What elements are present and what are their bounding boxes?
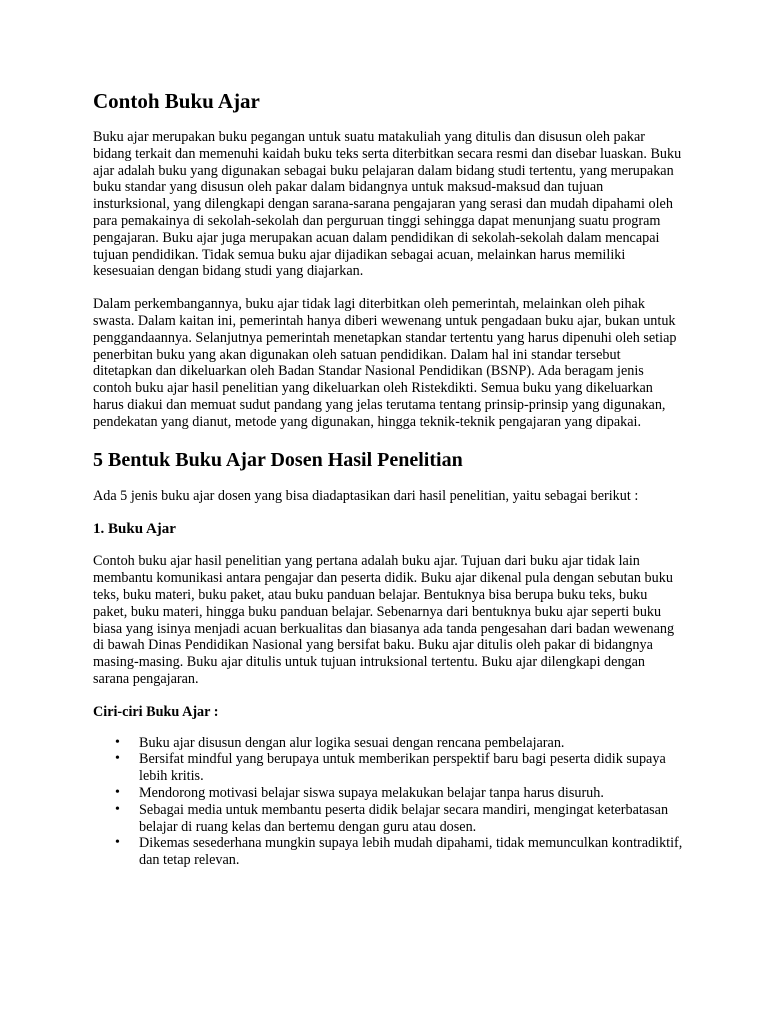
list-item: • Sebagai media untuk membantu peserta didik belajar secara mandiri, mengingat keterbatasan belajar di ruang kelas dan bertemu dengan guru atau dosen. — [139, 802, 683, 836]
subsection-body: Contoh buku ajar hasil penelitian yang pertana adalah buku ajar. Tujuan dari buku ajar tidak lain membantu komunikasi antara pengajar dan peserta didik. Buku ajar dikenal pula dengan sebutan buku teks, buku materi, buku paket, atau buku panduan belajar. Bentuknya bisa berupa buku teks, buku paket, buku materi, hingga buku panduan belajar. Sebenarnya dari bentuknya buku ajar seperti buku biasa yang isinya menjadi acuan berkualitas dan biasanya ada tanda pengesahan dari badan wewenang di bawah Dinas Pendidikan Nasional yang bersifat baku. Buku ajar ditulis oleh pakar di bidangnya masing-masing. Buku ajar ditulis untuk tujuan intruksional tertentu. Buku ajar dilengkapi dengan sarana pengajaran. — [93, 553, 675, 687]
list-item: • Bersifat mindful yang berupaya untuk memberikan perspektif baru bagi peserta didik supaya lebih kritis. — [139, 751, 683, 785]
features-list — [93, 735, 683, 869]
document-content — [93, 88, 683, 869]
list-item: • Dikemas sesederhana mungkin supaya lebih mudah dipahami, tidak memunculkan kontradiktif, dan tetap relevan. — [139, 835, 683, 869]
paragraph-definition: Buku ajar merupakan buku pegangan untuk suatu matakuliah yang ditulis dan disusun oleh pakar bidang terkait dan memenuhi kaidah buku teks serta diterbitkan secara resmi dan disebar luaskan. Buku ajar adalah buku yang digunakan sebagai buku pelajaran dalam bidang studi tertentu, yang merupakan buku standar yang disusun oleh pakar dalam bidangnya untuk maksud-maksud dan tujuan insturksional, yang dilengkapi dengan sarana-sarana pengajaran yang serasi dan mudah dipahami oleh para pemakainya di sekolah-sekolah dan perguruan tinggi sehingga dapat menunjang suatu program pengajaran. Buku ajar juga merupakan acuan dalam pendidikan di sekolah-sekolah dalam mencapai tujuan pendidikan. Tidak semua buku ajar dijadikan sebagai acuan, melainkan harus memiliki kesesuaian dengan bidang studi yang diajarkan. — [93, 129, 682, 280]
section-heading: 5 Bentuk Buku Ajar Dosen Hasil Penelitian — [93, 448, 463, 471]
paragraph-development: Dalam perkembangannya, buku ajar tidak lagi diterbitkan oleh pemerintah, melainkan oleh pihak swasta. Dalam kaitan ini, pemerintah hanya diberi wewenang untuk pengadaan buku ajar, bukan untuk penggandaannya. Selanjutnya pemerintah menetapkan standar tertentu yang harus dipenuhi oleh setiap penerbitan buku yang akan digunakan oleh satuan pendidikan. Dalam hal ini standar tersebut ditetapkan dan dikeluarkan oleh Badan Standar Nasional Pendidikan (BSNP). Ada beragam jenis contoh buku ajar hasil penelitian yang dikeluarkan oleh Ristekdikti. Semua buku yang dikeluarkan harus diakui dan memuat sudut pandang yang jelas terutama tentang prinsip-prinsip yang digunakan, pendekatan yang dianut, metode yang digunakan, hingga teknik-teknik pengajaran yang dipakai. — [93, 296, 677, 430]
list-label: Ciri-ciri Buku Ajar : — [93, 703, 219, 720]
section-intro: Ada 5 jenis buku ajar dosen yang bisa diadaptasikan dari hasil penelitian, yaitu sebagai berikut : — [93, 487, 639, 504]
list-item: • Buku ajar disusun dengan alur logika sesuai dengan rencana pembelajaran. — [139, 735, 683, 752]
list-item: • Mendorong motivasi belajar siswa supaya melakukan belajar tanpa harus disuruh. — [139, 785, 683, 802]
page-title: Contoh Buku Ajar — [93, 89, 260, 113]
subsection-heading: 1. Buku Ajar — [93, 521, 176, 538]
